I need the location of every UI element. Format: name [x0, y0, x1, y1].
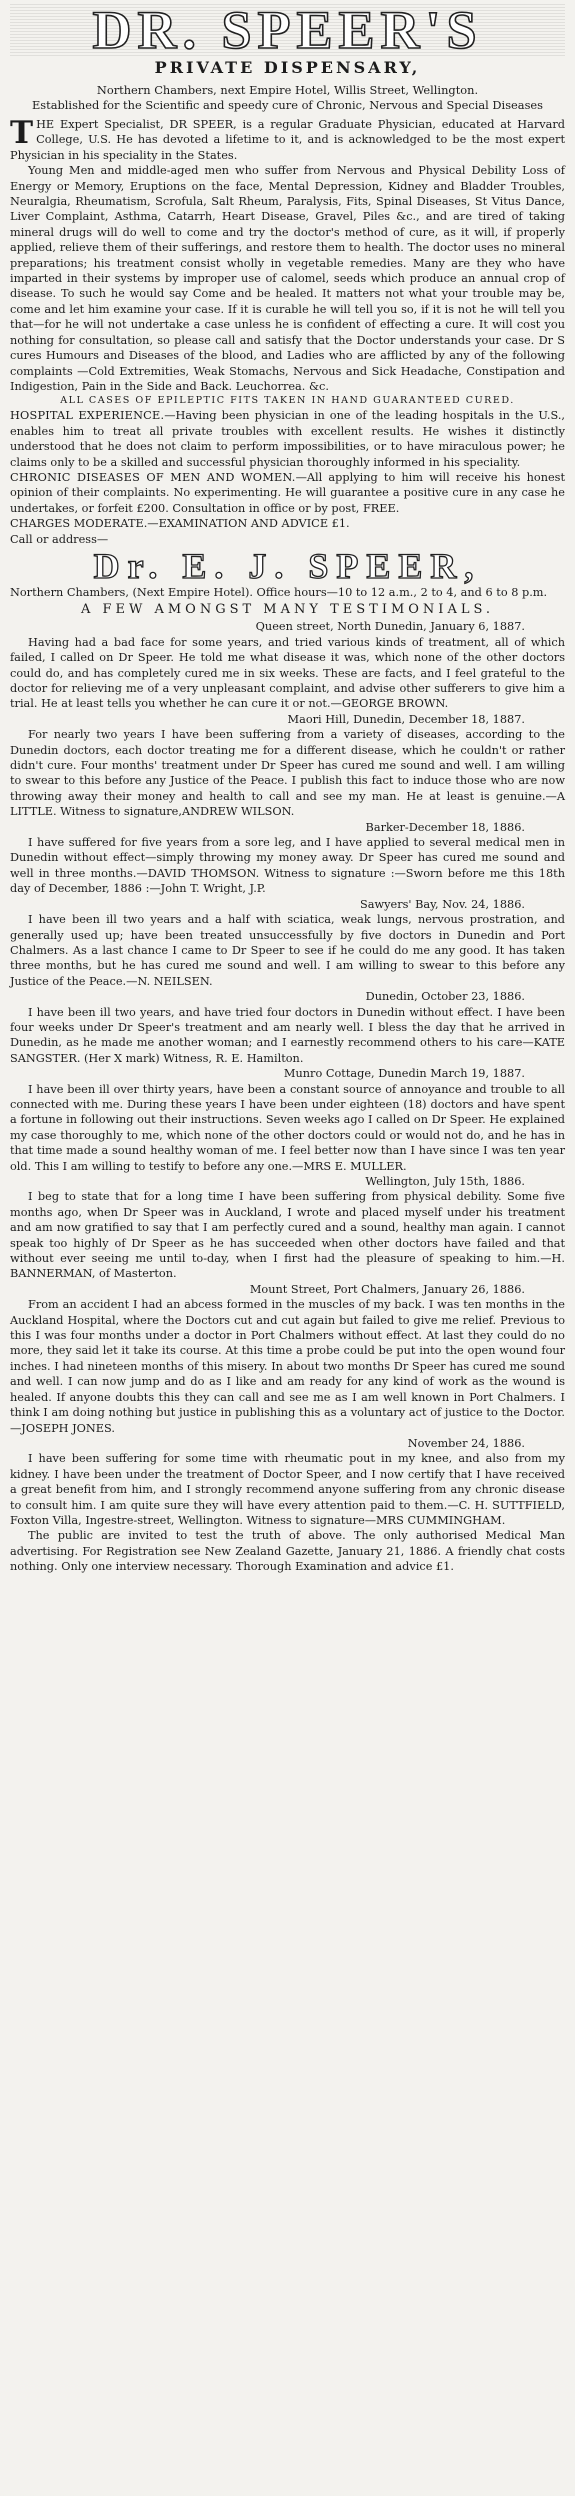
testimonial-dateline: Barker-December 18, 1886. [365, 820, 525, 834]
advertisement [10, 0, 565, 2492]
testimonial-dateline: Sawyers' Bay, Nov. 24, 1886. [359, 897, 525, 911]
conditions-paragraph: Young Men and middle-aged men who suffer from Nervous and Physical Debility Loss of Energy or Memory, Eruptions on the face, Mental Depression, Kidney and Bladder Troubles, Neuralgia, Rheumatism, Scrofula, Salt Rheum, Paralysis, Fits, Spinal Diseases, St Vitus Dance, Liver Complaint, Asthma, Catarrh, Heart Disease, Gravel, Piles &c., and are tired of taking mineral drugs will do well to come and try the doctor's method of cure, as it will, if properly applied, relieve them of their sufferings, and restore them to health. The doctor uses no mineral preparations; his treatment consist wholly in vegetable remedies. Many are they who have imparted in their systems by improper use of calomel, seeds which produce an annual crop of disease. To such he would say Come and be healed. It matters not what your trouble may be, come and let him examine your case. If it is curable he will tell you so, if it is not he will tell you that—for he will not undertake a case unless he is confident of effecting a cure. It will cost you nothing for consultation, so please call and satisfy that the Doctor understands your case. Dr S cures Humours and Diseases of the blood, and Ladies who are afflicted by any of the following complaints —Cold Extremities, Weak Stomachs, Nervous and Sick Headache, Constipation and Indigestion, Pain in the Side and Back. Leuchorrea. &c. [10, 164, 565, 393]
testimonial-text: I beg to state that for a long time I have been suffering from physical debility. Some five months ago, when Dr Speer was in Auckland, I wrote and placed myself under his treatment and am now gratified to say that I am perfectly cured and a sound, healthy man again. I cannot speak too highly of Dr Speer as he has succeeded when other doctors have failed and that without ever seeing me until to-day, when I first had the pleasure of speaking to him.—H. BANNERMAN, of Masterton. [10, 1190, 565, 1281]
testimonial-body [10, 912, 565, 989]
testimonial-body [10, 1189, 565, 1281]
hospital-body: —Having been physician in one of the leading hospitals in the U.S., enables him to treat all private troubles with excellent results. He wishes it distinctly understood that he does not claim to perform impossibilities, or to have miraculous power; he claims only to be a skilled and successful physician thoroughly informed in his speciality. [10, 409, 565, 469]
testimonial-body [10, 1451, 565, 1528]
testimonial-text: Having had a bad face for some years, and tried various kinds of treatment, all of which failed, I called on Dr Speer. He told me what disease it was, which none of the other doctors could do, and has completely cured me in six weeks. These are facts, and I feel grateful to the doctor for relieving me of a very unpleasant complaint, and advise other sufferers to give him a trial. He at least tells you whether he can cure it or not.— [10, 635, 565, 711]
testimonial-body [10, 1082, 565, 1174]
testimonial-dateline: November 24, 1886. [407, 1436, 525, 1450]
charges-line: CHARGES MODERATE.—EXAMINATION AND ADVICE £1. [10, 517, 350, 531]
testimonial-body [10, 835, 565, 897]
testimonial-body [10, 727, 565, 819]
testimonials-heading: A FEW AMONGST MANY TESTIMONIALS. [80, 602, 495, 618]
office-hours: Northern Chambers, (Next Empire Hotel). Office hours—10 to 12 a.m., 2 to 4, and 6 to 8 p.m. [10, 585, 548, 599]
testimonial-signature: GEORGE BROWN. [341, 697, 449, 711]
testimonial-text: I have been ill two years and a half with sciatica, weak lungs, nervous prostration, and generally used up; have been treated unsuccessfully by five doctors in Dunedin and Port Chalmers. As a last chance I came to Dr Speer to see if he could do me any good. It has taken three months, but he has cured me sound and well. I am willing to swear to this before any Justice of the Peace.—N. NEILSEN. [10, 913, 565, 988]
testimonial-text: From an accident I had an abcess formed in the muscles of my back. I was ten months in the Auckland Hospital, where the Doctors cut and cut again but failed to give me relief. Previous to this I was four months under a doctor in Port Chalmers without effect. At last they could do no more, they said let it take its course. At this time a probe could be put into the open wound four inches. I had nineteen months of this misery. In about two months Dr Speer has cured me sound and well. I can now jump and do as I like and am ready for any kind of work as the wound is healed. If anyone doubts this they can call and see me as I am well known in Port Chalmers. I think I am doing nothing but justice in publishing this as a voluntary act of justice to the Doctor.—JOSEPH JONES. [10, 1298, 565, 1435]
testimonial-text: I have been ill over thirty years, have been a constant source of annoyance and trouble to all connected with me. During these years I have been under eighteen (18) doctors and have spent a fortune in following out their instructions. Seven weeks ago I called on Dr Speer. He explained my case thoroughly to me, which none of the other doctors could or would not do, and he has in that time made a sound healthy woman of me. I feel better now than I have since I was ten year old. This I am willing to testify to before any one.—MRS E. MULLER. [10, 1082, 565, 1173]
masthead-subtitle: PRIVATE DISPENSARY, [154, 58, 421, 77]
closing-paragraph: The public are invited to test the truth of above. The only authorised Medical Man advertising. For Registration see New Zealand Gazette, January 21, 1886. A friendly chat costs nothing. Only one interview necessary. Thorough Examination and advice £1. [10, 1529, 565, 1574]
testimonial-dateline: Maori Hill, Dunedin, December 18, 1887. [287, 712, 525, 726]
testimonial-text: I have been suffering for some time with rheumatic pout in my knee, and also from my kidney. I have been under the treatment of Doctor Speer, and I now certify that I have received a great benefit from him, and I strongly recommend anyone suffering from any chronic disease to consult him. I am quite sure they will have every attention paid to them.—C. H. SUTTFIELD, Foxton Villa, Ingestre-street, Wellington. Witness to signature—MRS CUMMINGHAM. [10, 1452, 565, 1527]
testimonial-signature: ANDREW WILSON. [181, 805, 295, 819]
chronic-body: —All applying to him will receive his honest opinion of their complaints. No experimenting. He will guarantee a positive cure in any case he undertakes, or forfeit £200. Consultation in office or by post, FREE. [10, 470, 565, 515]
testimonial-body [10, 1297, 565, 1436]
testimonial-body [10, 635, 565, 712]
drop-cap: T [10, 115, 34, 151]
hospital-section [10, 408, 565, 470]
testimonial-text: For nearly two years I have been suffering from a variety of diseases, according to the Dunedin doctors, each doctor treating me for a different disease, which he couldn't or rather didn't cure. Four months' treatment under Dr Speer has cured me sound and well. I am willing to swear to this before any Justice of the Peace. I publish this fact to induce those who are now throwing away their money and health to call and see my man. He at least is genuine.—A LITTLE. Witness to signature, [10, 728, 565, 819]
chronic-title: CHRONIC DISEASES OF MEN AND WOMEN. [10, 470, 296, 484]
intro-paragraph [10, 117, 565, 163]
testimonials-list [10, 619, 565, 1528]
testimonial-dateline: Queen street, North Dunedin, January 6, 1887. [255, 620, 525, 634]
established-line: Established for the Scientific and speedy cure of Chronic, Nervous and Special Diseases [31, 98, 544, 112]
testimonial-dateline: Mount Street, Port Chalmers, January 26, 1886. [249, 1282, 525, 1296]
testimonial-dateline: Wellington, July 15th, 1886. [365, 1175, 525, 1188]
testimonial-text: I have been ill two years, and have tried four doctors in Dunedin without effect. I have been four weeks under Dr Speer's treatment and am nearly well. I bless the day that he arrived in Dunedin, as he made me another woman; and I earnestly recommend others to his care—KATE SANGSTER. (Her X mark) Witness, R. E. Hamilton. [10, 1005, 565, 1065]
hospital-title: HOSPITAL EXPERIENCE. [10, 409, 165, 423]
chronic-section [10, 470, 565, 516]
testimonial-dateline: Dunedin, October 23, 1886. [365, 990, 525, 1004]
testimonial-body [10, 1005, 565, 1067]
masthead-title: DR. SPEER'S [10, 2, 565, 58]
testimonial-dateline: Munro Cottage, Dunedin March 19, 1887. [283, 1067, 525, 1081]
testimonial-text: I have suffered for five years from a sore leg, and I have applied to several medical men in Dunedin without effect—simply throwing my money away. Dr Speer has cured me sound and well in three months.—DAVID THOMSON. Witness to signature :—Sworn before me this 18th day of December, 1886 :—John T. Wright, J.P. [10, 836, 565, 896]
epileptic-notice: ALL CASES OF EPILEPTIC FITS TAKEN IN HAND GUARANTEED CURED. [60, 395, 515, 407]
doctor-name-banner: Dr. E. J. SPEER, [93, 545, 482, 586]
address-line: Northern Chambers, next Empire Hotel, Willis Street, Wellington. [96, 83, 479, 97]
intro-text: HE Expert Specialist, DR SPEER, is a regular Graduate Physician, educated at Harvard College, U.S. He has devoted a lifetime to it, and is acknowledged to be the most expert Physician in his speciality in the States. [10, 118, 565, 162]
call-line: Call or address— [10, 532, 109, 546]
